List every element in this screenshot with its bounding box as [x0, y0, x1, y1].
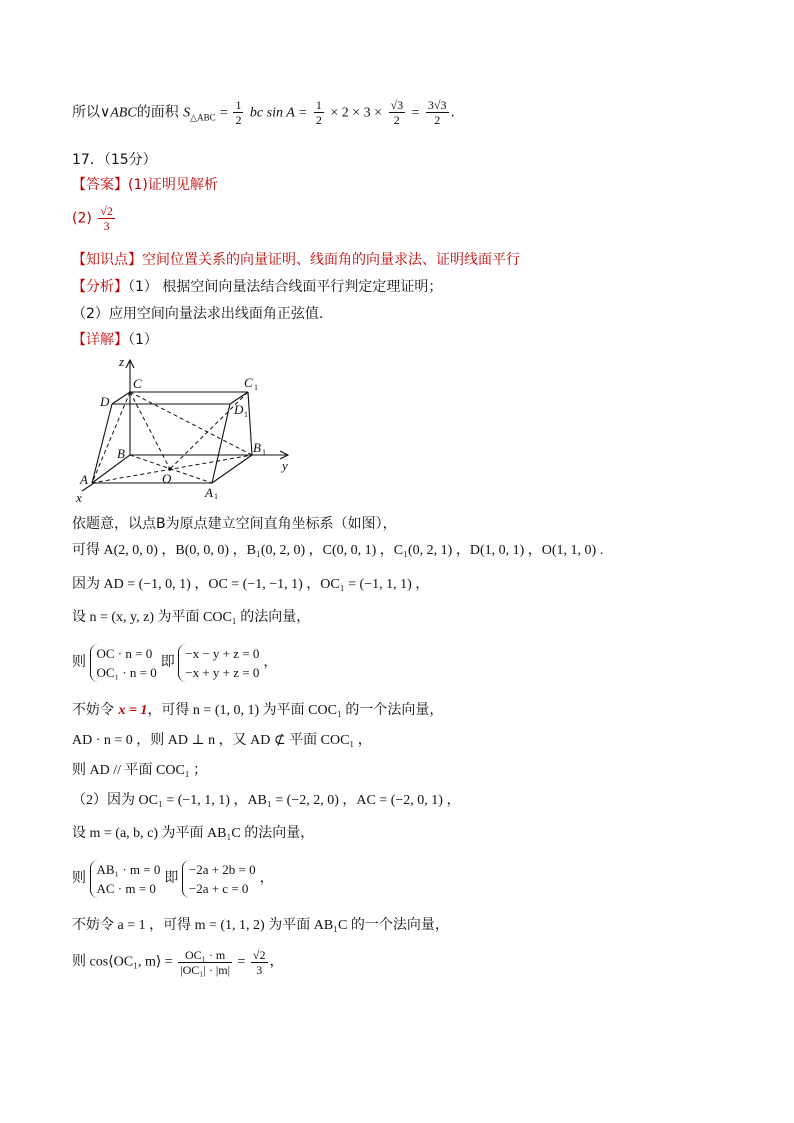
label-D1: D	[234, 402, 244, 417]
system-line	[72, 860, 274, 898]
edge-C1B1	[248, 392, 252, 455]
analysis-line	[72, 279, 442, 296]
fraction-num: 1	[235, 98, 242, 112]
fraction	[233, 98, 243, 127]
equation: OC₁ · n = 0	[96, 665, 157, 680]
math: ∨ABC	[100, 105, 137, 121]
text: 则	[72, 654, 86, 671]
fraction	[426, 98, 449, 127]
edge-D1A1	[212, 404, 230, 483]
label-sub: 1	[254, 383, 258, 392]
fraction-num: √2	[100, 204, 113, 218]
fraction	[389, 98, 406, 127]
math: =	[411, 105, 420, 121]
equation: −2a + c = 0	[188, 881, 249, 896]
answer-line	[72, 177, 218, 194]
analysis-text: （1） 根据空间向量法结合线面平行判定定理证明；	[128, 279, 443, 295]
edge-A1B1	[212, 455, 252, 483]
math: × 2 × 3 ×	[330, 105, 383, 121]
label-z: z	[119, 354, 125, 369]
label-y: y	[282, 458, 288, 473]
fraction-den: 2	[434, 113, 441, 127]
label-A: A	[80, 472, 88, 487]
fraction-den: 2	[315, 113, 322, 127]
answer2-line	[72, 204, 117, 233]
solution-line: 设 n = (x, y, z) 为平面 COC₁ 的法向量，	[72, 610, 311, 625]
text: ，	[259, 871, 274, 887]
equation: OC · n = 0	[96, 646, 153, 661]
equation-system	[90, 644, 157, 682]
fraction-num: 3√3	[427, 98, 447, 112]
text: ，	[269, 954, 284, 970]
label-sub: 1	[244, 410, 248, 419]
equation: AC · m = 0	[96, 881, 156, 896]
fraction-num: 1	[315, 98, 322, 112]
fraction-num: √2	[252, 948, 266, 962]
label-O: O	[162, 471, 172, 486]
equation: −x + y + z = 0	[185, 665, 260, 680]
equation: −2a + 2b = 0	[188, 862, 256, 877]
text: ，	[263, 655, 278, 671]
detail-line	[72, 332, 158, 349]
text: 则	[72, 870, 86, 887]
text: 即	[160, 654, 175, 671]
solution-line: 不妨令 a = 1 ，可得 m = (1, 1, 2) 为平面 AB₁C 的一个法向量，	[72, 918, 449, 933]
fraction-den: 3	[103, 219, 110, 233]
text: =	[237, 954, 246, 970]
question-number: 17．（15分）	[72, 152, 157, 168]
label-C1: C	[244, 375, 253, 390]
label-A1: A	[205, 485, 213, 500]
label-B: B	[117, 446, 125, 461]
math: S	[183, 105, 191, 121]
equation-system	[90, 860, 161, 898]
label-C: C	[133, 376, 142, 391]
text: ，可得 n = (1, 0, 1) 为平面 COC₁ 的一个法向量，	[147, 703, 444, 718]
detail-tag: 【详解】	[72, 332, 128, 348]
text: 则 cos⟨OC₁, m⟩ =	[72, 954, 173, 970]
detail-text: （1）	[128, 332, 158, 348]
cos-line	[72, 948, 284, 977]
solution-line: 依题意，以点B为原点建立空间直角坐标系（如图），	[72, 516, 397, 532]
answer2-prefix: (2)	[72, 210, 92, 227]
label-x: x	[76, 490, 82, 505]
geometry-figure	[72, 352, 302, 507]
fraction-num: √3	[390, 98, 404, 112]
answer-text: (1)证明见解析	[128, 177, 218, 193]
system-line	[72, 644, 277, 682]
text: 的面积	[136, 104, 179, 121]
equation: AB₁ · m = 0	[96, 862, 161, 877]
highlight: x = 1	[118, 703, 148, 718]
solution-line: 则 AD // 平面 COC₁ ；	[72, 763, 208, 778]
text: 即	[164, 870, 179, 887]
equation: −x − y + z = 0	[185, 646, 260, 661]
label-D: D	[100, 394, 110, 409]
math-sub: △ABC	[190, 112, 216, 123]
solution-line: （2）因为 OC₁ = (−1, 1, 1) ，AB₁ = (−2, 2, 0) ，AC = (−2, 0, 1) ，	[72, 793, 461, 808]
analysis-tag: 【分析】	[72, 279, 128, 295]
fraction-den: 2	[393, 113, 400, 127]
fraction	[98, 204, 115, 233]
text: .	[450, 104, 455, 121]
fraction-num: OC₁ · m	[178, 948, 232, 963]
fraction	[314, 98, 324, 127]
area-line	[72, 98, 455, 127]
equation-system	[178, 644, 259, 682]
fraction	[251, 948, 268, 977]
fraction-den: 3	[256, 963, 263, 977]
knowledge-tag: 【知识点】	[72, 252, 142, 268]
solution-line: AD · n = 0 ，则 AD ⊥ n ，又 AD ⊄ 平面 COC₁ ，	[72, 733, 372, 748]
knowledge-text: 空间位置关系的向量证明、线面角的向量求法、证明线面平行	[142, 252, 520, 268]
equation-system	[182, 860, 256, 898]
math: bc sin A =	[249, 105, 308, 121]
analysis-text-2: （2）应用空间向量法求出线面角正弦值.	[72, 306, 324, 322]
answer-tag: 【答案】	[72, 177, 128, 193]
solution-line	[72, 702, 443, 720]
label-sub: 1	[214, 492, 218, 501]
fraction-den: 2	[235, 113, 242, 127]
knowledge-line	[72, 252, 520, 269]
fraction	[178, 948, 232, 977]
solution-line: 可得 A(2, 0, 0) ，B(0, 0, 0) ，B₁(0, 2, 0) ，C(0, 0, 1) ，C₁(0, 2, 1) ，D(1, 0, 1) ，O(1, 1, 0) .	[72, 543, 604, 558]
solution-line: 因为 AD = (−1, 0, 1) ，OC = (−1, −1, 1) ，OC₁ = (−1, 1, 1) ，	[72, 577, 430, 592]
edge-DC	[112, 392, 130, 404]
solution-line: 设 m = (a, b, c) 为平面 AB₁C 的法向量，	[72, 826, 315, 841]
math: =	[220, 105, 232, 121]
fraction-den: |OC₁| · |m|	[180, 963, 230, 977]
label-B1: B	[253, 440, 261, 455]
label-sub: 1	[262, 448, 266, 457]
text: 不妨令	[72, 702, 119, 718]
text: 所以	[72, 104, 100, 121]
